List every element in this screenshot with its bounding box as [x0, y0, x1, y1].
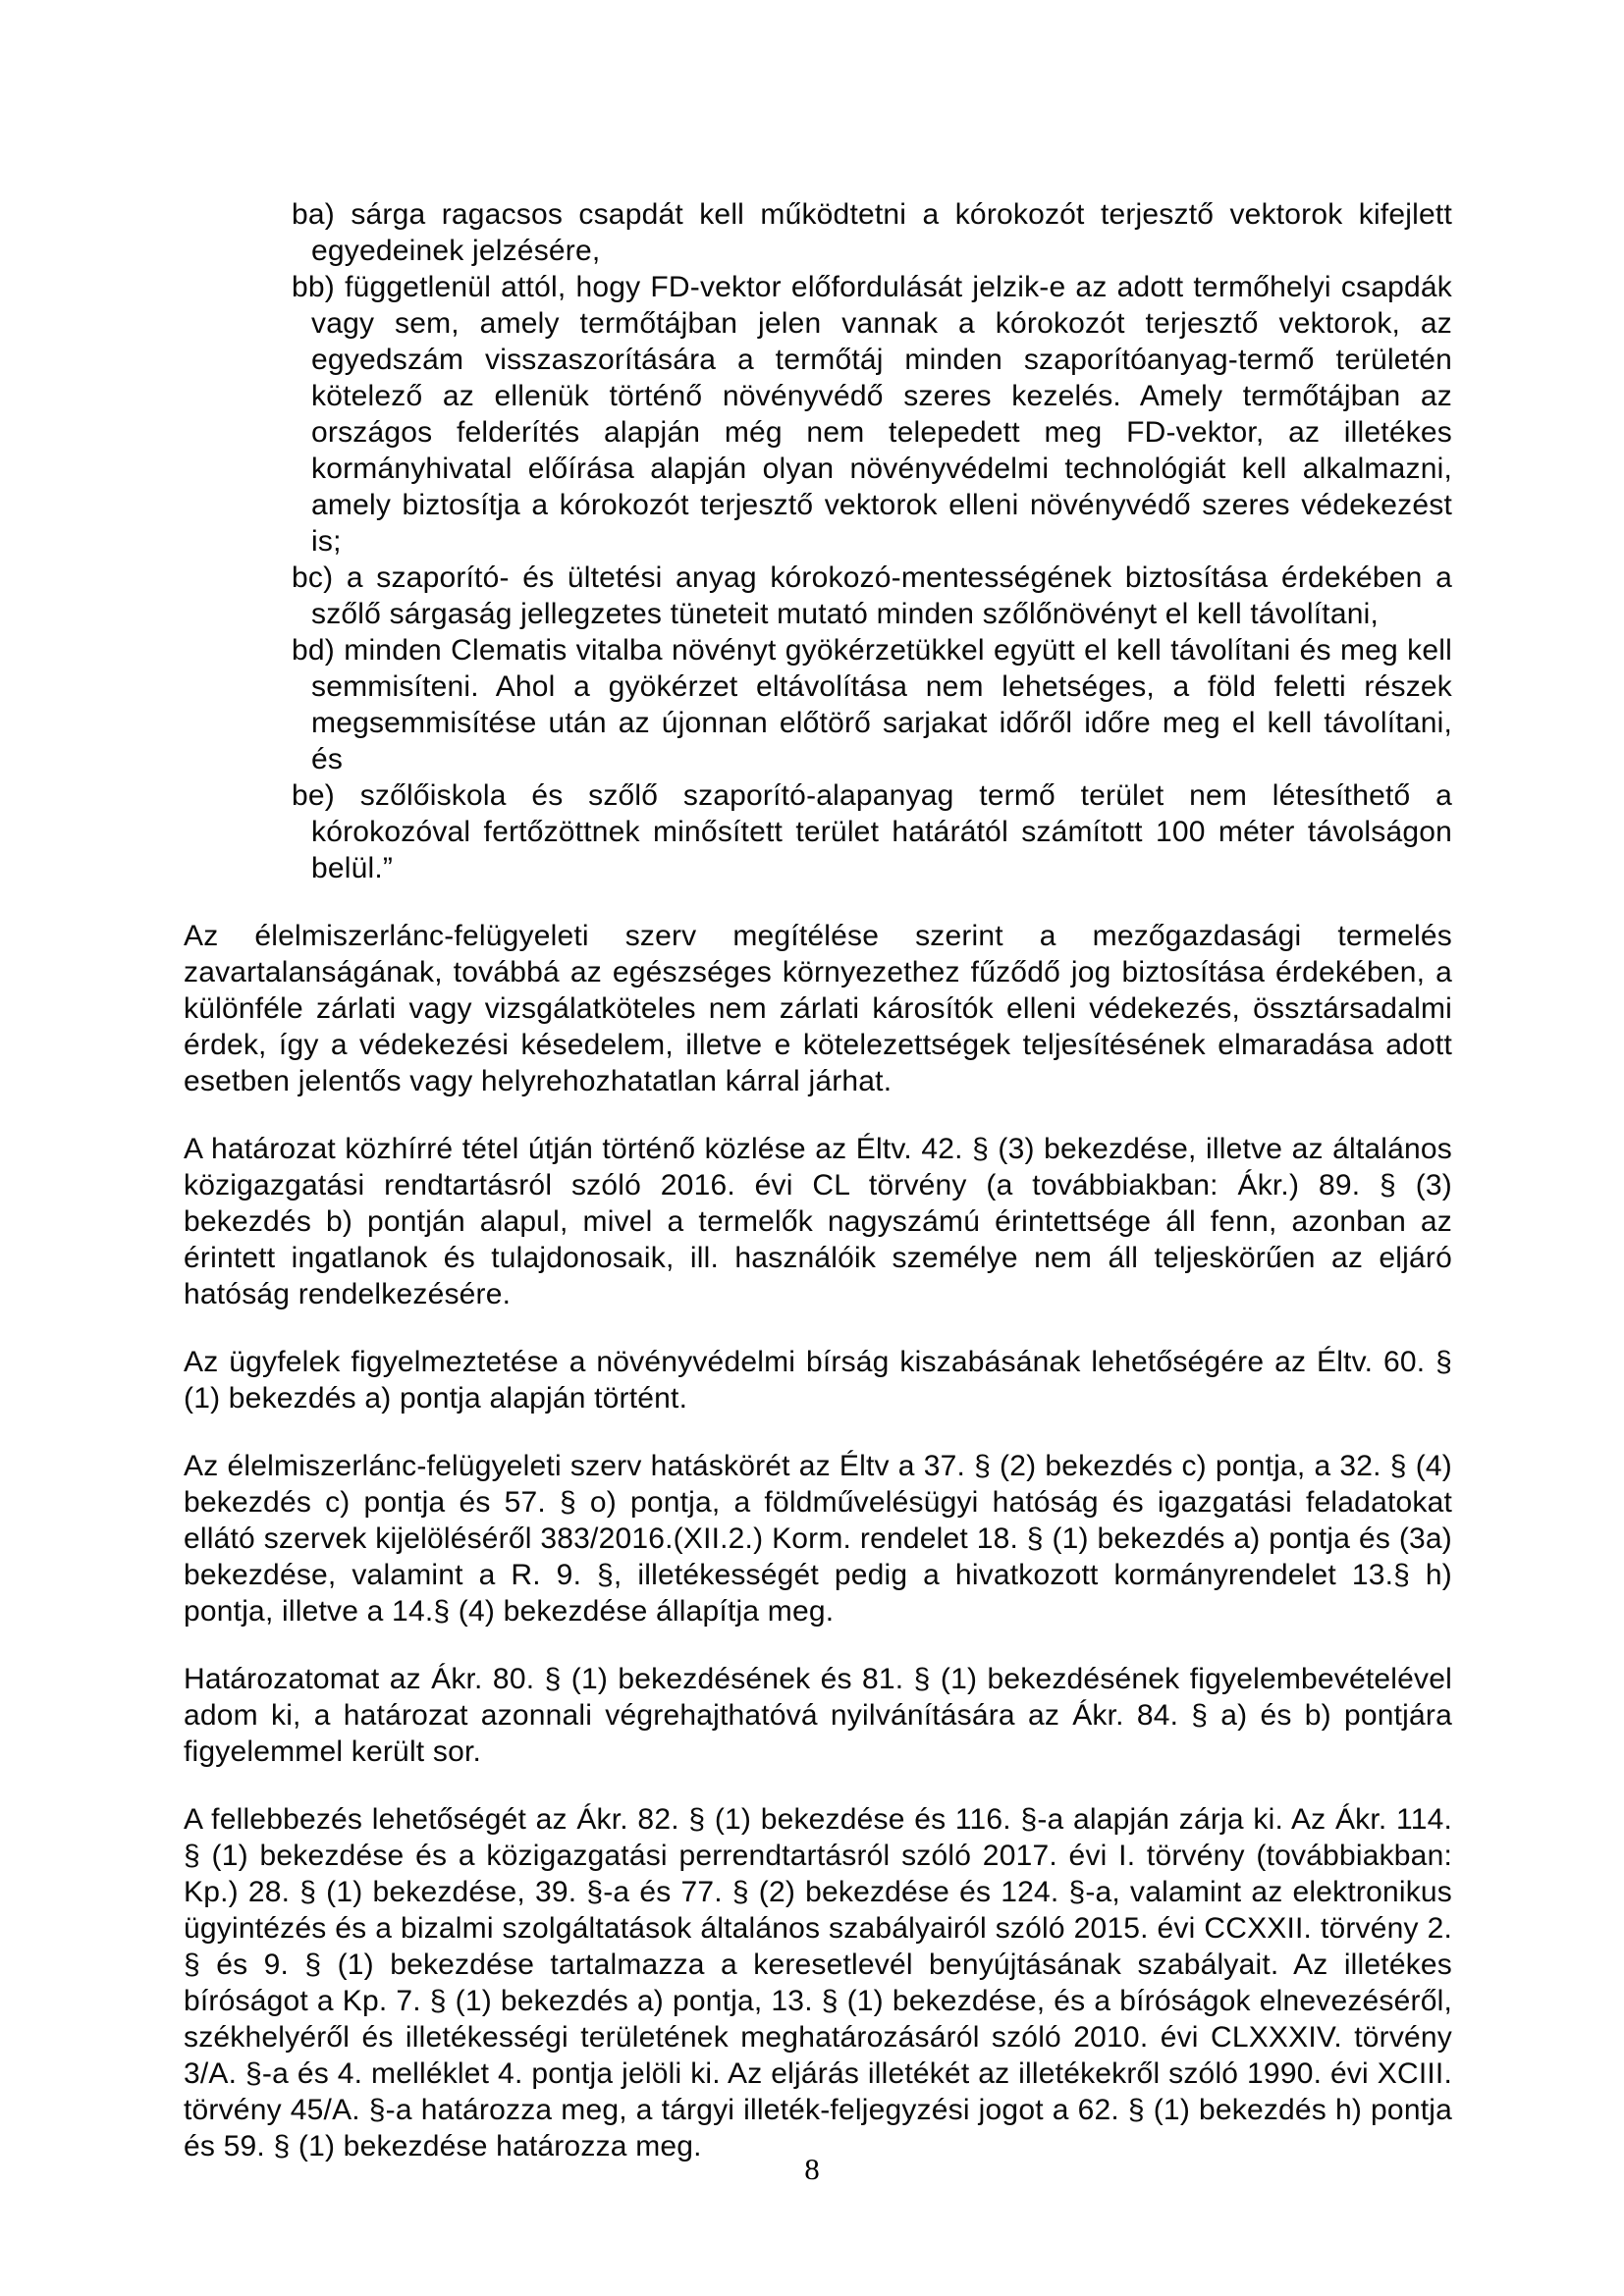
- list-item: [292, 777, 1452, 886]
- paragraph: A határozat közhírré tétel útján történő közlése az Éltv. 42. § (3) bekezdése, illetve az általános közigazgatási rendtartásról szóló 2016. évi CL törvény (a továbbiakban: Ákr.) 89. § (3) bekezdés b) pontján alapul, mivel a termelők nagyszámú érintettsége áll fenn, azonban az érintett ingatlanok és tulajdonosaik, ill. használóik személye nem áll teljeskörűen az eljáró hatóság rendelkezésére.: [184, 1133, 1452, 1310]
- list-item-text: sárga ragacsos csapdát kell működtetni a kórokozót terjesztő vektorok kifejlett egyedeinek jelzésére,: [311, 198, 1452, 267]
- list-item-label: ba): [292, 198, 335, 231]
- list-item-text: a szaporító- és ültetési anyag kórokozó-mentességének biztosítása érdekében a szőlő sárgaság jellegzetes tüneteit mutató minden szőlőnövényt el kell távolítani,: [311, 561, 1452, 630]
- list-item-label: be): [292, 779, 335, 812]
- list-item: [292, 632, 1452, 777]
- list-item-label: bd): [292, 634, 335, 667]
- list-item-text: függetlenül attól, hogy FD-vektor előfordulását jelzik-e az adott termőhelyi csapdák vagy sem, amely termőtájban jelen vannak a kórokozót terjesztő vektorok, az egyedszám visszaszorítására a termőtáj minden szaporítóanyag-termő területén kötelező az ellenük történő növényvédő szeres kezelés. Amely termőtájban az országos felderítés alapján még nem telepedett meg FD-vektor, az illetékes kormányhivatal előírása alapján olyan növényvédelmi technológiát kell alkalmazni, amely biztosítja a kórokozót terjesztő vektorok elleni növényvédő szeres védekezést is;: [311, 271, 1452, 558]
- document-body: [184, 196, 1452, 2164]
- paragraph: Az élelmiszerlánc-felügyeleti szerv megítélése szerint a mezőgazdasági termelés zavartalanságának, továbbá az egészséges környezethez fűződő jog biztosítása érdekében, a különféle zárlati vagy vizsgálatköteles nem zárlati károsítók elleni védekezés, össztársadalmi érdek, így a védekezési késedelem, illetve e kötelezettségek teljesítésének elmaradása adott esetben jelentős vagy helyrehozhatatlan kárral járhat.: [184, 920, 1452, 1097]
- paragraph: Az ügyfelek figyelmeztetése a növényvédelmi bírság kiszabásának lehetőségére az Éltv. 60. § (1) bekezdés a) pontja alapján történt.: [184, 1346, 1452, 1415]
- list-item-label: bb): [292, 271, 335, 303]
- list-item: [292, 269, 1452, 560]
- paragraph: Határozatomat az Ákr. 80. § (1) bekezdésének és 81. § (1) bekezdésének figyelembevételével adom ki, a határozat azonnali végrehajthatóvá nyilvánítására az Ákr. 84. § a) és b) pontjára figyelemmel került sor.: [184, 1663, 1452, 1768]
- lettered-sublist: [184, 196, 1452, 886]
- page-number: 8: [804, 2152, 820, 2186]
- paragraph: Az élelmiszerlánc-felügyeleti szerv hatáskörét az Éltv a 37. § (2) bekezdés c) pontja, a 32. § (4) bekezdés c) pontja és 57. § o) pontja, a földművelésügyi hatóság és igazgatási feladatokat ellátó szervek kijelöléséről 383/2016.(XII.2.) Korm. rendelet 18. § (1) bekezdés a) pontja és (3a) bekezdése, valamint a R. 9. §, illetékességét pedig a hivatkozott kormányrendelet 13.§ h) pontja, illetve a 14.§ (4) bekezdése állapítja meg.: [184, 1450, 1452, 1628]
- paragraph: A fellebbezés lehetőségét az Ákr. 82. § (1) bekezdése és 116. §-a alapján zárja ki. Az Ákr. 114. § (1) bekezdése és a közigazgatási perrendtartásról szóló 2017. évi I. törvény (továbbiakban: Kp.) 28. § (1) bekezdése, 39. §-a és 77. § (2) bekezdése és 124. §-a, valamint az elektronikus ügyintézés és a bizalmi szolgáltatások általános szabályairól szóló 2015. évi CCXXII. törvény 2. § és 9. § (1) bekezdése tartalmazza a keresetlevél benyújtásának szabályait. Az illetékes bíróságot a Kp. 7. § (1) bekezdés a) pontja, 13. § (1) bekezdése, és a bíróságok elnevezéséről, székhelyéről és illetékességi területének meghatározásáról szóló 2010. évi CLXXXIV. törvény 3/A. §-a és 4. melléklet 4. pontja jelöli ki. Az eljárás illetékét az illetékekről szóló 1990. évi XCIII. törvény 45/A. §-a határozza meg, a tárgyi illeték-feljegyzési jogot a 62. § (1) bekezdés h) pontja és 59. § (1) bekezdése határozza meg.: [184, 1803, 1452, 2163]
- list-item-text: minden Clematis vitalba növényt gyökérzetükkel együtt el kell távolítani és meg kell semmisíteni. Ahol a gyökérzet eltávolítása nem lehetséges, a föld feletti részek megsemmisítése után az újonnan előtörő sarjakat időről időre meg el kell távolítani, és: [311, 634, 1452, 775]
- list-item: [292, 560, 1452, 632]
- list-item-label: bc): [292, 561, 334, 594]
- list-item: [292, 196, 1452, 269]
- list-item-text: szőlőiskola és szőlő szaporító-alapanyag termő terület nem létesíthető a kórokozóval fertőzöttnek minősített terület határától számított 100 méter távolságon belül.”: [311, 779, 1452, 884]
